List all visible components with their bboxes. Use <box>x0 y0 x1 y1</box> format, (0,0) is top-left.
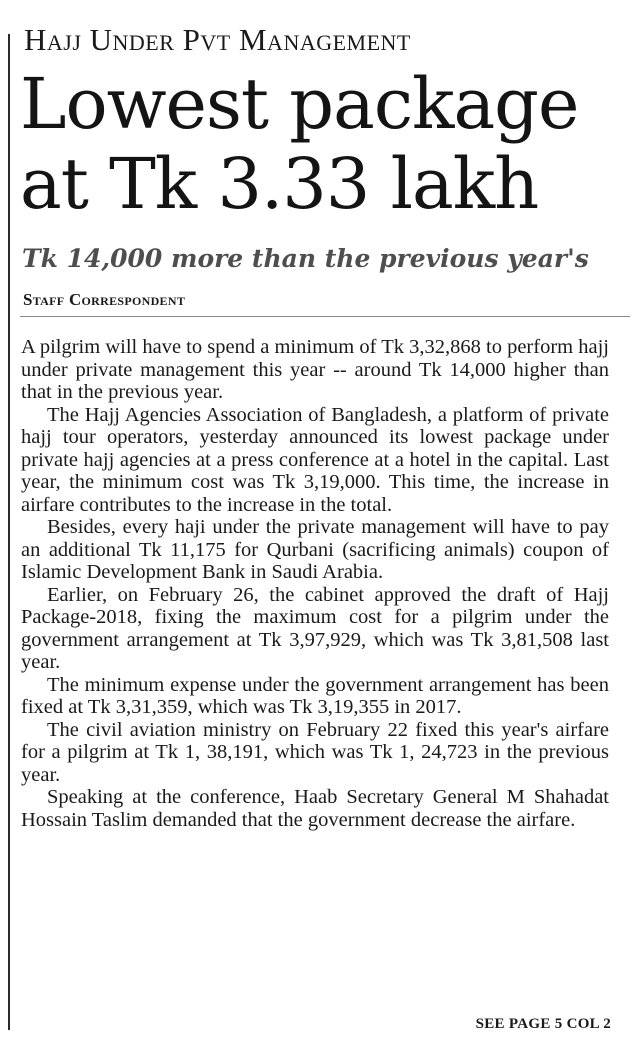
headline-line-2: at Tk 3.33 lakh <box>20 143 539 225</box>
article-body <box>21 336 609 831</box>
paragraph-7: Speaking at the conference, Haab Secretary General M Shahadat Hossain Taslim demanded that the government decrease the airfare. <box>21 786 609 831</box>
continued-on-page-link[interactable]: SEE PAGE 5 COL 2 <box>475 1016 611 1032</box>
subheadline: Tk 14,000 more than the previous year's <box>22 244 589 273</box>
paragraph-3: Besides, every haji under the private management will have to pay an additional Tk 11,175 for Qurbani (sacrificing animals) coupon of Islamic Development Bank in Saudi Arabia. <box>21 516 609 583</box>
headline-line-1: Lowest package <box>20 63 579 145</box>
kicker-headline: Hajj Under Pvt Management <box>24 22 411 57</box>
byline: Staff Correspondent <box>23 290 186 309</box>
paragraph-5: The minimum expense under the government arrangement has been fixed at Tk 3,31,359, which was Tk 3,19,355 in 2017. <box>21 673 609 718</box>
column-rule <box>8 34 10 1030</box>
paragraph-2: The Hajj Agencies Association of Bangladesh, a platform of private hajj tour operators, yesterday announced its lowest package under private hajj agencies at a press conference at a hotel in the capital. Last year, the minimum cost was Tk 3,19,000. This time, the increase in airfare contributes to the increase in the total. <box>21 403 609 516</box>
main-headline <box>20 64 630 224</box>
paragraph-6: The civil aviation ministry on February 22 fixed this year's airfare for a pilgrim at Tk 1, 38,191, which was Tk 1, 24,723 in the previous year. <box>21 718 609 786</box>
byline-divider <box>20 316 630 317</box>
paragraph-4: Earlier, on February 26, the cabinet approved the draft of Hajj Package-2018, fixing the maximum cost for a pilgrim under the government arrangement at Tk 3,97,929, which was Tk 3,81,508 last year. <box>21 583 609 673</box>
paragraph-1: A pilgrim will have to spend a minimum of Tk 3,32,868 to perform hajj under private management this year -- around Tk 14,000 higher than that in the previous year. <box>21 336 609 403</box>
